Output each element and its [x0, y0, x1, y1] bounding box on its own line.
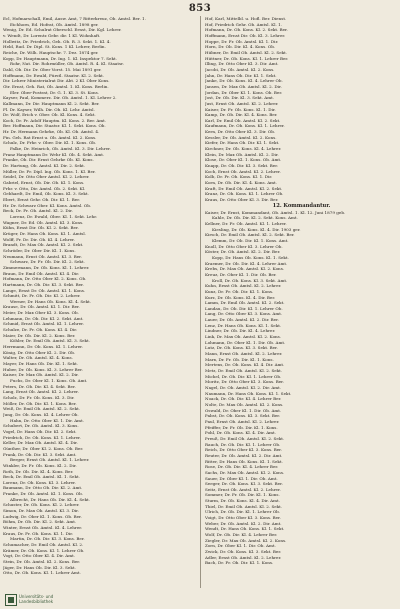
entry-line: Thiel, Dr. Emil Ob. Amtsl. Kl. 2. Sekt.	[205, 503, 283, 509]
entry-line: Rose, Dr. Ob. Dir. Kl. 4. Lehrer Ber.	[205, 464, 279, 470]
entry-line: Kranz, Dr. Ob. Kons. Kl. 1. Lehrer Ob.	[205, 191, 284, 197]
entry-line: Ecl, Hofmarschall, Emil, Ausw. Amt, 7 Ritterkreuz, Ob. Amtsl. Ber. 1.	[3, 16, 146, 21]
entry-line: Naumann, Dr. Hans Ob. Kons. Kl. 1. Sekt.	[205, 390, 292, 396]
entry-line: Krüger, Dr. Hans Ob. Kons. Kl. 1. Amtsl.	[3, 230, 86, 236]
entry-line: Preuß, Dr. Emil Ob. Amtsl. Kl. 2. Sekt.	[205, 435, 285, 441]
page-number: 853	[188, 3, 212, 14]
entry-line: Landau, Dr. Ob. Dir. Kl. 1. Lehrer Ob.	[205, 305, 283, 311]
entry-line: König, Dr. Otto Ober Kl. 2. Dir. Ob.	[3, 349, 76, 355]
entry-line: Schubert, Dr. Ob. Amtsl. Kl. 3. Kons.	[3, 423, 79, 429]
entry-line: Sachs, Dr. Max Ob. Amtsl. Kl. 2. Kons.	[205, 469, 285, 475]
entry-line: Jordan, Dr. Ober Kl. 1. Kons. Ob. Ber.	[205, 89, 283, 95]
entry-line: Kopp, Dr. Hauptmann, Dr. Ing. 1. Kl. Inspektor 7. Sekt.	[3, 55, 117, 61]
entry-line: Lohmann, Dr. Ober Kl. 1. Dir. Ob. Amt.	[205, 339, 286, 345]
entry-line: Wenig, Dr. Ed. Schulrat Oberschl. Ernst, Dir. Kgl. Lehrer.	[3, 27, 122, 33]
entry-line: Rohr, Nat. Dir. Rohrmüller, Ob. Amtsl. R. 4. Kl. Staatsr.	[10, 61, 124, 67]
entry-line: Friedrich, Dr. Ob. Kons. Kl. 1. Lehrer.	[3, 434, 81, 440]
entry-line: Kahle, Dr. Ob. Dir. Kl. 2. Sekt. Kons. Amt.	[212, 215, 298, 221]
entry-line: Vogel, Dr. Hans Ob. Dir. Kl. 2. Sekt.	[3, 428, 77, 434]
entry-line: Kreuz, Dr. Ober Kl. 1. Dir. Ob. Ber.	[205, 271, 277, 277]
entry-line: Schmitt, Dr. Fr. Ob. Dir. Kl. 2. Lehrer.	[3, 293, 81, 299]
entry-line: Kiefer, Dr. Hans Ob. Dir. Kl. 1. Sekt.	[205, 140, 280, 146]
entry-line: Seidel, Dr. Otto Ober Amtsl. Kl. 2. Lehrer.	[3, 174, 90, 180]
entry-line: Schuster, Dr. Ob. Kons. Kl. 2. Lehrer.	[3, 502, 80, 508]
entry-line: Zwick, Dr. Ob. Kons. Kl. 3. Sekt. Ber.	[205, 549, 282, 555]
entry-line: Frhr. v. Otto, Dir. Amtsl. Ob. 2. Sekt. Kl.	[3, 185, 86, 191]
entry-line: Kessler, Dr. Ob. Amtsl. Kl. 2. Kons.	[205, 134, 277, 140]
entry-line: Franz Hauptmann Dr. Wehr Kl. Ob. 4. Sekt. Amt.	[3, 151, 105, 157]
entry-line: Schröder, Dr. Ober Dir. Kl. 1. Kons.	[3, 247, 76, 253]
entry-line: Kirsch, Dr. Emil Ob. Amtsl. Kl. 2. Sekt. Ber.	[205, 232, 295, 238]
entry-line: Hof, Friedrich Gehr. Ob. Amtsl. Kl. 1.	[205, 21, 283, 27]
entry-line: Kraemer, Dr. Ob. Dir. Kl. 4. Lehrer Amt.	[205, 260, 288, 266]
entry-line: Weber, Dr. Ob. Amtsl. Kl. 2. Dir. Amt.	[205, 520, 282, 526]
library-logo-icon	[5, 594, 17, 606]
entry-line: Kraus, Dr. Otto Ober Kl. 3. Dir. Ber.	[205, 197, 279, 202]
entry-line: Hr. Dr. Schwarz Ober. Kl. Kons. Amtsl. Ob.	[3, 202, 92, 208]
entry-line: Ber. Hoffmann, Dir. Staatsr. Kl. 1. Sekt. Kons. Ob.	[3, 123, 106, 129]
entry-line: Michel, Dr. Ob. Dir. Kl. 1. Lehrer Ob.	[205, 373, 282, 379]
entry-line: Pfeiffer, Dr. Fr. Ob. Dir. Kl. 1. Kons.	[205, 424, 278, 430]
entry-line: Ulrich, Dr. Ob. Dir. Kl. 1. Lehrer Ob.	[205, 509, 281, 515]
entry-line: Winkler, Dr. Fr. Ob. Kons. Kl. 2. Dir.	[3, 462, 77, 468]
entry-line: Koch, Ernst Ob. Amtsl. Kl. 2. Lehrer.	[205, 168, 281, 174]
entry-line: Wolf, Dr. Ob. Dir. Kl. 4. Lehrer Ber.	[205, 532, 278, 538]
entry-line: Lutz, Dr. Ob. Kons. Kl. 3. Sekt. Ber.	[205, 345, 278, 351]
entry-line: Huber, Dr. Ob. Kons. Kl. 3. Lehrer Ber.	[3, 366, 83, 372]
entry-line: Baumann, Dr. Otto Ob. Dir. Kl. 2. Amt.	[3, 485, 83, 491]
entry-line: Wagner, Dr. Ed. Ob. Amtsl. Kl. 3. Kons.	[3, 219, 84, 225]
entry-line: Hüttner, Dr. Ob. Kons. Kl. 1. Lehrer Ber.	[205, 55, 289, 61]
entry-line: Knoll, Dr. Otto Ober Kl. 3. Lehrer Ob.	[205, 243, 283, 249]
entry-line: Dr. Wolf, Erich v. Ober. Ob. Kl. Kons. 4. Sekt.	[3, 112, 96, 118]
entry-line: Braun, Dr. Emil Ob. Amtsl. Kl. 4. Dir.	[3, 270, 80, 276]
entry-line: Kirchner, Dr. Ob. Kons. Kl. 4. Lehrer.	[205, 146, 282, 152]
entry-line: Dahl, Ob. Dir. Dr. Ober Vorst. 15. Mai 1891 ger.	[3, 66, 102, 72]
entry-line: Jäger, Dr. Hans Ob. Dir. Kl. 3. Sekt.	[3, 564, 76, 570]
entry-line: Kroll, Dr. Ob. Kons. Kl. 3. Sekt. Amt.	[212, 277, 288, 283]
entry-line: Kaiser, Dr. Max Ob. Amtsl. Kl. 2. Dir.	[3, 372, 79, 378]
entry-line: Beck, Dr. Emil Ob. Amtsl. Kl. 1. Sekt.	[3, 474, 80, 480]
entry-line: Horn, Dr. Ob. Dir. Kl. 4. Kons. Ob.	[205, 44, 276, 50]
entry-line: Walter, Dr. Ob. Amtsl. Kl. 4. Kons.	[3, 355, 73, 361]
entry-line: Knapp, Dr. Ob. Dir. Kl. 3. Sekt. Ber.	[205, 163, 279, 169]
entry-line: Albrecht, Dr. Hans Ob. Dir. Kl. 4. Sekt.	[10, 496, 90, 502]
right-column-top-entries	[205, 16, 398, 203]
entry-line: Janke, Dr. Ob. Kons. Kl. 4. Lehrer Ob.	[205, 78, 283, 84]
entry-line: Hr. Dr. Hermann Gehrke, Ob. Kl. Ob. Amtsl. 4.	[3, 129, 100, 135]
entry-line: Jost, Dr. Ob. Dir. Kl. 3. Sekt. Amt.	[205, 95, 275, 101]
entry-line: Frank, Dr. Ob. Dir. Kl. 3. Sekt. Amt.	[3, 451, 77, 457]
entry-line: Just, Ernst Ob. Amtsl. Kl. 2. Lehrer.	[205, 100, 279, 106]
library-name-line-2: Landesbibliothek	[19, 599, 54, 604]
entry-line: Fl. Dr. Kayser, Wilh. Dir. Ob. Kl. Lehr. Amtsl.	[3, 106, 95, 112]
entry-line: Ebert, Ernst Gehr. Ob. Dir. Kl. 1. Ber.	[3, 197, 80, 202]
entry-line: Illing, Dr. Otto Ober Kl. 3. Dir. Amt.	[205, 61, 279, 67]
entry-line: Sturm, Dr. Ob. Kons. Kl. 4. Dir. Amt.	[205, 498, 280, 504]
entry-line: Kaufmann, Dr. Ob. Kons. Kl. 1. Lehrer.	[205, 123, 285, 129]
entry-line: Dr. Hartung, Ob. Amtsl. Kl. Dir. 2. Sekt.	[3, 163, 86, 169]
entry-line: Günther, Dr. Ober Kl. 2. Kons. Ob. Ber.	[3, 445, 84, 451]
entry-line: Lorenz, Dr. Ob. Kons. Kl. 3. Lehrer.	[3, 479, 76, 485]
entry-line: Rauch, Dr. Ob. Dir. Kl. 1. Lehrer Ob.	[205, 441, 281, 447]
entry-line: Scholz, Dr. Fr. Ob. Kons. Kl. 3. Dir.	[3, 394, 75, 400]
entry-line: Lamm, Dr. Emil Ob. Amtsl. Kl. 2. Sekt.	[205, 300, 285, 306]
library-name	[19, 594, 79, 604]
entry-line: Stein, Dr. Ob. Amtsl. Kl. 2. Kons. Ber.	[3, 559, 81, 564]
entry-line: Mann, Ernst Ob. Amtsl. Kl. 2. Lehrer.	[205, 351, 283, 357]
entry-line: Böhm, Dr. Ob. Dir. Kl. 2. Sekt. Amt.	[3, 519, 77, 525]
entry-line: Kunz, Dr. Fr. Ob. Dir. Kl. 1. Kons.	[205, 288, 274, 294]
entry-line: Mertens, Dr. Ob. Kons. Kl. 4. Dir. Amt.	[205, 362, 285, 368]
entry-line: Schulz, Dr. Frhr. v. Ober. Dir. Kl. 1. Kons. Ob.	[3, 140, 97, 146]
entry-line: Herrmann, Dr. Ob. Kons. Kl. 1. Lehrer.	[3, 344, 83, 350]
entry-line: Nolte, Dr. Max Ob. Amtsl. Kl. 2. Kons.	[205, 401, 284, 407]
entry-line: Fuchs, Dr. Ober Kl. 1. Kons. Ob. Amt.	[10, 378, 88, 383]
entry-line: Adler, Ernst Ob. Amtsl. Kl. 2. Lehrer.	[205, 554, 282, 560]
entry-line: Lang, Dr. Otto Ober Kl. 3. Kons. Amt.	[205, 311, 283, 317]
entry-line: Moritz, Dr. Otto Ober Kl. 3. Kons. Ber.	[205, 379, 284, 385]
entry-line: Otto, Dr. Ob. Kons. Kl. 1. Lehrer Amt.	[3, 570, 81, 576]
entry-line: Hahn, Dr. Otto Ober Kl. 1. Dir. Amt.	[10, 417, 85, 423]
entry-line: Kamp, Dr. Ob. Dir. Kl. 4. Kons. Ber.	[205, 112, 278, 118]
entry-line: Ziegler, Dr. Max Ob. Amtsl. Kl. 2. Kons.	[205, 537, 287, 543]
entry-line: Hartmann, Dr. Ob. Dir. Kl. 3. Sekt. Ber.	[3, 281, 84, 287]
entry-line: Schumacher, Dr. Emil Ob. Amtsl. Kl. 2.	[3, 542, 84, 548]
column-divider	[200, 16, 201, 588]
entry-line: Neumann, Ernst Ob. Amtsl. Kl. 3. Ber.	[3, 253, 82, 259]
entry-line: Reuter, Dr. Ob. Amtsl. Kl. 2. Dir. Amt.	[205, 452, 283, 458]
entry-line: Peters, Dr. Ob. Dir. Kl. 4. Sekt. Ber.	[3, 383, 76, 389]
entry-line: Koch, Dr. Fr. Adolf Hauptm. Kl. Kons. 2. Ber. Amt.	[3, 117, 107, 123]
entry-line: Seitz, Ernst Ob. Amtsl. Kl. 2. Lehrer.	[205, 486, 281, 492]
entry-line: Paul, Ernst Ob. Amtsl. Kl. 2. Lehrer.	[205, 418, 280, 424]
entry-line: Wendt, Dr. Hans Ob. Kons. Kl. 1. Sekt.	[205, 526, 285, 532]
entry-line: Falke, Dr. Heinrich, Ob. Amtsl. Kl. 3. Dir. Lehrer.	[10, 146, 111, 152]
entry-line: Kayser, Paul, Kommerz. Dir. Ob. Amtsl. 1. Kl. Lehrer 2.	[3, 95, 117, 101]
entry-line: Hofmann, Dr. Otto Ober Kl. 2. Kons. Ob.	[3, 276, 87, 282]
entry-line: Jansen, Dr. Max Ob. Amtsl. Kl. 2. Dir.	[205, 83, 282, 89]
entry-line: Kellner, Dr. Fr. Ob. Amtsl. Kl. 1. Lehrer.	[205, 220, 287, 226]
entry-line: Brandt, Dr. Max Ob. Amtsl. Kl. 2. Sekt.	[3, 242, 84, 248]
entry-line: Krebs, Dr. Max Ob. Amtsl. Kl. 2. Kons.	[205, 266, 285, 272]
entry-line: Bach, Dr. Fr. Ob. Dir. Kl. 1. Kons.	[205, 560, 274, 566]
entry-line: Korn, Dr. Ob. Dir. Kl. 4. Kons. Amt.	[205, 180, 277, 186]
entry-line: Kopp, Dr. Hans Ob. Kons. Kl. 1. Sekt.	[212, 254, 289, 260]
entry-line: Hübner, Dr. Emil Ob. Amtsl. Kl. 2. Sekt.	[205, 49, 288, 55]
entry-line: Nagel, Dr. Ob. Amtsl. Kl. 2. Dir. Amt.	[205, 385, 282, 390]
entry-line: Sommer, Dr. Fr. Ob. Dir. Kl. 1. Kons.	[205, 492, 280, 498]
entry-line: Kurz, Dr. Ob. Kons. Kl. 4. Dir. Ber.	[205, 294, 276, 300]
entry-line: Kuhn, Ernst Ob. Amtsl. Kl. 2. Lehrer.	[205, 283, 282, 289]
entry-line: Gtr. Ernst, Geh. Rat, Ob. Amtsl. 1. Kl. Kons. Berlin.	[3, 83, 109, 89]
entry-line: Seeger, Dr. Ob. Kons. Kl. 3. Sekt. Ber.	[205, 481, 283, 487]
footer	[3, 593, 397, 607]
left-column	[3, 16, 196, 588]
entry-line: Jahn, Dr. Hans Ob. Dir. Kl. 1. Sekt.	[205, 72, 277, 78]
entry-line: Zimmermann, Dr. Ob. Kons. Kl. 1. Lehrer.	[3, 264, 90, 270]
entry-line: Lenz, Dr. Hans Ob. Kons. Kl. 1. Sekt.	[205, 322, 282, 328]
entry-line: Klemm, Dr. Ob. Dir. Kl. 1. Kons. Amt.	[212, 237, 289, 243]
entry-line: Lehmann, Dr. Ob. Dir. Kl. 2. Sekt. Amt.	[3, 315, 84, 321]
entry-line: Kiesling, Dr. Ob. Kons. Kl. 4. Dir. 1903 ger.	[212, 226, 301, 232]
entry-line: Ritter, Dr. Hans Ob. Kons. Kl. 1. Sekt.	[205, 458, 283, 464]
entry-line: Metz, Dr. Emil Ob. Amtsl. Kl. 2. Sekt.	[205, 368, 283, 374]
entry-line: Martin, Dr. Ob. Dir. Kl. 3. Kons. Ber.	[10, 536, 85, 542]
entry-line: Lauer, Dr. Ob. Amtsl. Kl. 2. Dir. Ber.	[205, 317, 279, 323]
entry-line: v. Wendt, Dr. Lorentz Gebr. dir. 1 Kl. Wohnhaft.	[3, 32, 101, 38]
entry-line: Gabriel, Ernst, Ob. Dir. Ob. Kl. 1. Kons.	[3, 180, 85, 186]
entry-line: Kallmann, Dr. Dir. Hauptmann Kl. 2. Sekt. Ber.	[3, 100, 100, 106]
entry-line: Winter, Ernst Ob. Amtsl. Kl. 4. Lehrer.	[3, 525, 83, 531]
entry-line: Roth, Dr. Ob. Dir. Kl. 4. Kons. Ber.	[3, 468, 74, 474]
entry-line: Simon, Dr. Max Ob. Amtsl. Kl. 3. Dir.	[3, 508, 79, 514]
entry-line: Köster, Dr. Ob. Amtsl. Kl. 2. Dir. Ber.	[205, 249, 281, 255]
entry-line: Hof, Karl, Mittelbl. u. Hofl. Ber. Dienst.	[205, 16, 287, 21]
entry-line: Voigt, Dr. Otto Ober Kl. 3. Kons. Ber.	[205, 515, 281, 521]
entry-line: Werner, Dr. Hans Ob. Kons. Kl. 4. Sekt.	[10, 298, 92, 304]
entry-line: Hoffmann, Ernst Dir. Ob. Kl. 3. Lehrer.	[205, 32, 286, 38]
entry-line: Mayer, Dr. Hans Ob. Dir. Kl. 1. Sekt.	[3, 361, 79, 367]
right-column	[205, 16, 398, 588]
entry-line: Gebhardt, Dr. Emil, Ob. Kons. Kl. 3. Sekt.	[3, 191, 89, 197]
entry-line: Köhler, Dr. Emil Ob. Amtsl. Kl. 3. Sekt.	[10, 338, 90, 344]
entry-line: Eler. Ober-Postrat, Dr. G. 1. Kl. 3. St. Kons.	[10, 89, 100, 95]
entry-line: Vogt, Dr. Otto Ober Kl. 4. Dir. Amt.	[3, 553, 76, 559]
entry-line: Fin. Geh. Rat Ernst u. Ob. Amtsl. Kl. 2. Kons.	[3, 134, 97, 140]
entry-line: Meier, Dr. Max Ober Kl. 3. Kons. Ob.	[3, 310, 79, 316]
entry-line: Pabst, Dr. Ob. Kons. Kl. 3. Sekt. Ber.	[205, 413, 281, 419]
entry-line: Wolff, Fr. Dr. Dir. Ob. Kl. 4. Lehrer.	[3, 236, 75, 242]
entry-line: Kraus, Dr. Fr. Ob. Kons. Kl. 1. Dir.	[3, 530, 74, 536]
entry-line: Maier, Dr. Ob. Dir. Kl. 2. Kons. Ber.	[3, 332, 76, 338]
entry-line: Franke, Dr. Ob. Amtsl. Kl. 1. Kons. Ob.	[3, 491, 84, 497]
entry-line: Schulze, Dr. Fr. Ob. Kons. Kl. 4. Dir.	[3, 327, 78, 333]
entry-line: Franke, Ob. Dir. Ernst Gehrke Ob. Kl. Kons.	[3, 157, 94, 163]
entry-line: Krause, Dr. Ob. Amtsl. Kl. 1. Dir. Ber.	[3, 304, 80, 310]
entry-line: Oswald, Dr. Ober Kl. 1. Dir. Ob. Amt.	[205, 407, 282, 413]
entry-line: Eichhorn, Ed. Hofrat, Ob. Amtsl. 1898 ger.	[10, 21, 99, 27]
entry-line: Ludwig, Dr. Ober Kl. 1. Kons. Ob. Ber.	[3, 513, 82, 519]
entry-line: Link, Dr. Max Ob. Amtsl. Kl. 2. Kons.	[205, 334, 282, 340]
entry-line: Zorn, Dr. Ober Kl. 1. Dir. Ob. Amt.	[205, 543, 276, 549]
entry-line: Schwarz, Dr. Fr. Ob. Dir. Kl. 2. Sekt.	[10, 259, 85, 265]
entry-line: Kaiser, Dr. Fr. Ob. Kons. Kl. 1. Dir.	[205, 106, 276, 112]
entry-line: Müller, Dr. Fr. Dipl. Ing. Ob. Kons. 1. Kl. Ber.	[3, 168, 96, 174]
entry-line: Sauer, Dr. Ober Kl. 1. Dir. Ob. Amt.	[205, 475, 278, 481]
entry-line: Möller, Dr. Ob. Dir. Kl. 1. Kons. Ber.	[3, 400, 77, 406]
entry-line: Keller, Dr. Max Ob. Amtsl. Kl. 4. Dir.	[3, 440, 78, 446]
entry-line: Dir. Lehrer Ministerialrat Dir. Abt. 2 Kl. Ober Kons.	[3, 78, 110, 84]
entry-line: Hollwitz, Dr. Friedrich, Geh. Ob. R. 3. Sekt. 1. Kl. 4.	[3, 38, 111, 44]
entry-line: Held, Rud. Dr. Dipl. St. Kons. 1 Kl. Lehrer, Berlin.	[3, 44, 106, 50]
entry-line: Berger, Ernst Ob. Amtsl. Kl. 1. Lehrer.	[10, 457, 90, 463]
section-heading: 12. Kommandantur.	[272, 202, 331, 209]
entry-line: Kaiser, Dr. Ernst, Kommandant, Ob. Amtsl. 1. Kl. 12. Juni 1879 geb.	[205, 209, 346, 215]
entry-line: Kern, Dr. Otto Ober Kl. 3. Dir. Ob.	[205, 129, 276, 135]
entry-line: Schmid, Ernst Ob. Amtsl. Kl. 1. Lehrer.	[3, 321, 84, 327]
entry-line: Krämer, Dr. Ob. Kons. Kl. 1. Lehrer Ob.	[3, 547, 85, 553]
entry-line: Pohl, Dr. Ob. Kons. Kl. 4. Dir. Amt.	[205, 430, 276, 436]
entry-line: Reiche, Dr. Wilh. Hauptschr. 7. Dez. 1874 ger.	[3, 49, 99, 55]
entry-line: Weiß, Dr. Emil Ob. Amtsl. Kl. 2. Sekt.	[3, 406, 81, 412]
entry-line: Klein, Dr. Max Ob. Amtsl. Kl. 2. Dir.	[205, 151, 279, 157]
entry-line: Lang, Ernst Ob. Amtsl. Kl. 2. Lehrer.	[3, 389, 79, 395]
entry-line: Kühn, Ernst Dir. Ob. Kl. 2. Sekt. Ber.	[3, 225, 79, 231]
entry-line: Lorenz, Dr. Ewald, Ober. Kl. 1. Sekt. Lehr.	[10, 213, 98, 219]
entry-line: Reich, Dr. Otto Ober Kl. 3. Kons. Ber.	[205, 447, 282, 453]
entry-line: Marx, Dr. Fr. Ob. Dir. Kl. 1. Kons.	[205, 356, 274, 362]
right-column-bottom-entries	[205, 210, 398, 566]
entry-line: Klose, Dr. Ober Kl. 1. Kons. Ob. Amt.	[205, 157, 282, 163]
entry-line: Jacobi, Dr. Ob. Amtsl. Kl. 2. Kons.	[205, 66, 275, 72]
entry-line: Beck, Dr. Fr. Ob. Amtsl. Kl. 2. Dir.	[3, 208, 73, 214]
entry-line: Lange, Ernst Dr. Ob. Amtsl. Kl. 1. Kons.	[3, 287, 86, 293]
entry-line: Hoppe, Dr. Fr. Ob. Amtsl. Kl. 1. Dir.	[205, 38, 279, 44]
entry-line: Hofmann, Dr. Ob. Kons. Kl. 2. Sekt. Ber.	[205, 27, 288, 33]
entry-line: Karl, Dr. Emil Ob. Amtsl. Kl. 2. Sekt.	[205, 117, 281, 123]
entry-line: Jung, Dr. Ob. Kons. Kl. 4. Lehrer Ob.	[3, 411, 79, 417]
entry-line: Noack, Dr. Ob. Dir. Kl. 4. Lehrer Ber.	[205, 396, 282, 402]
library-name-line-1: Universitäts- und	[19, 594, 54, 599]
entry-line: Kolb, Dr. Fr. Ob. Kons. Kl. 1. Dir.	[205, 174, 273, 180]
entry-line: Kraft, Dr. Emil Ob. Amtsl. Kl. 2. Sekt.	[205, 185, 283, 191]
entry-line: Lindner, Dr. Ob. Dir. Kl. 4. Lehrer.	[205, 328, 276, 334]
entry-line: Hoffmann, Dr. Ewald, Fürstl. Staatsr. Kl. 2. Sekt.	[3, 72, 105, 78]
